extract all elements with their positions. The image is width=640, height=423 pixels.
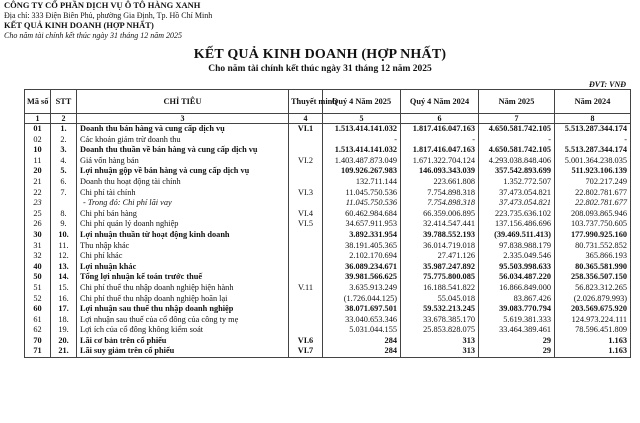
row-year-2024: 103.737.750.605 <box>555 219 631 230</box>
row-stt: 2. <box>51 135 77 146</box>
row-year-2024: 208.093.865.946 <box>555 209 631 220</box>
table-row <box>25 251 631 262</box>
row-item-label: Lợi ích của cổ đông không kiểm soát <box>77 325 289 336</box>
row-note <box>289 145 323 156</box>
table-row <box>25 145 631 156</box>
row-stt: 5. <box>51 166 77 177</box>
row-q4-2024: 39.788.552.193 <box>401 230 479 241</box>
row-q4-2024: 7.754.898.318 <box>401 198 479 209</box>
table-row <box>25 336 631 347</box>
column-number: 1 <box>25 114 51 124</box>
table-row <box>25 346 631 357</box>
row-year-2024: 1.163 <box>555 346 631 357</box>
row-stt <box>51 198 77 209</box>
row-year-2025: 223.735.636.102 <box>479 209 555 220</box>
row-item-label: Chi phí thuế thu nhập doanh nghiệp hiện hành <box>77 283 289 294</box>
table-row <box>25 166 631 177</box>
row-note <box>289 241 323 252</box>
row-code: 26 <box>25 219 51 230</box>
row-q4-2025: 11.045.750.536 <box>323 198 401 209</box>
table-row <box>25 198 631 209</box>
row-year-2025: 137.156.486.696 <box>479 219 555 230</box>
row-stt: 21. <box>51 346 77 357</box>
row-q4-2024: 16.188.541.822 <box>401 283 479 294</box>
row-year-2025: 1.352.772.507 <box>479 177 555 188</box>
column-number: 4 <box>289 114 323 124</box>
column-number: 7 <box>479 114 555 124</box>
row-q4-2024: 313 <box>401 346 479 357</box>
row-year-2025: 4.293.038.848.406 <box>479 156 555 167</box>
row-year-2025: 95.503.998.633 <box>479 262 555 273</box>
row-q4-2024: 27.471.126 <box>401 251 479 262</box>
row-year-2024: 177.990.925.160 <box>555 230 631 241</box>
table-row <box>25 135 631 146</box>
row-code: 30 <box>25 230 51 241</box>
row-year-2024: 203.569.675.920 <box>555 304 631 315</box>
row-q4-2025: (1.726.044.125) <box>323 294 401 305</box>
row-year-2024: 22.802.781.677 <box>555 188 631 199</box>
income-statement-table <box>24 89 631 358</box>
row-year-2024: 22.802.781.677 <box>555 198 631 209</box>
row-code: 02 <box>25 135 51 146</box>
row-item-label: Chi phí khác <box>77 251 289 262</box>
row-code: 22 <box>25 188 51 199</box>
row-year-2024: 5.001.364.238.035 <box>555 156 631 167</box>
row-stt: 8. <box>51 209 77 220</box>
row-q4-2024: 35.987.247.892 <box>401 262 479 273</box>
page-title: KẾT QUẢ KINH DOANH (HỢP NHẤT) <box>193 47 447 62</box>
row-item-label: Lợi nhuận thuần từ hoạt động kinh doanh <box>77 230 289 241</box>
row-q4-2024: 1.671.322.704.124 <box>401 156 479 167</box>
company-name: CÔNG TY CỔ PHẦN DỊCH VỤ Ô TÔ HÀNG XANH <box>4 0 201 10</box>
row-stt: 9. <box>51 219 77 230</box>
row-year-2024: - <box>555 135 631 146</box>
table-body <box>25 124 631 358</box>
row-year-2025: 37.473.054.821 <box>479 198 555 209</box>
table-row <box>25 124 631 135</box>
row-year-2024: 1.163 <box>555 336 631 347</box>
row-q4-2024: - <box>401 135 479 146</box>
row-q4-2025: 284 <box>323 346 401 357</box>
row-code: 61 <box>25 315 51 326</box>
row-q4-2025: 38.071.697.501 <box>323 304 401 315</box>
row-item-label: Thu nhập khác <box>77 241 289 252</box>
row-note: VI.1 <box>289 124 323 135</box>
header-note: Thuyết minh <box>289 90 323 114</box>
row-code: 10 <box>25 145 51 156</box>
table-row <box>25 241 631 252</box>
row-year-2024: 124.973.224.111 <box>555 315 631 326</box>
row-year-2025: 83.867.426 <box>479 294 555 305</box>
row-year-2025: 56.034.487.220 <box>479 272 555 283</box>
table-row <box>25 283 631 294</box>
row-year-2025: - <box>479 135 555 146</box>
row-q4-2025: 3.635.913.249 <box>323 283 401 294</box>
row-q4-2025: 2.102.170.694 <box>323 251 401 262</box>
row-item-label: - Trong đó: Chi phí lãi vay <box>77 198 289 209</box>
row-code: 31 <box>25 241 51 252</box>
row-q4-2025: 60.462.984.684 <box>323 209 401 220</box>
row-code: 11 <box>25 156 51 167</box>
row-item-label: Lợi nhuận sau thuế của cổ đông của công ty mẹ <box>77 315 289 326</box>
row-q4-2024: 1.817.416.047.163 <box>401 124 479 135</box>
row-q4-2025: 36.089.234.671 <box>323 262 401 273</box>
column-number: 6 <box>401 114 479 124</box>
currency-unit: ĐVT: VNĐ <box>589 80 626 89</box>
table-row <box>25 177 631 188</box>
row-item-label: Chi phí quản lý doanh nghiệp <box>77 219 289 230</box>
table-row <box>25 325 631 336</box>
row-item-label: Các khoản giảm trừ doanh thu <box>77 135 289 146</box>
header-year-2025: Năm 2025 <box>479 90 555 114</box>
row-note <box>289 262 323 273</box>
row-note <box>289 272 323 283</box>
row-code: 40 <box>25 262 51 273</box>
row-year-2024: 56.823.312.265 <box>555 283 631 294</box>
header-q4-2024: Quý 4 Năm 2024 <box>401 90 479 114</box>
row-note <box>289 251 323 262</box>
row-stt: 1. <box>51 124 77 135</box>
period-note: Cho năm tài chính kết thúc ngày 31 tháng 12 năm 2025 <box>4 31 182 40</box>
row-item-label: Lãi suy giảm trên cổ phiếu <box>77 346 289 357</box>
row-stt: 17. <box>51 304 77 315</box>
table-row <box>25 294 631 305</box>
row-code: 50 <box>25 272 51 283</box>
row-q4-2024: 75.775.800.085 <box>401 272 479 283</box>
row-year-2025: 2.335.049.546 <box>479 251 555 262</box>
row-item-label: Giá vốn hàng bán <box>77 156 289 167</box>
row-item-label: Doanh thu hoạt động tài chính <box>77 177 289 188</box>
table-header-row <box>25 90 631 114</box>
row-q4-2024: 66.359.006.895 <box>401 209 479 220</box>
row-item-label: Lợi nhuận sau thuế thu nhập doanh nghiệp <box>77 304 289 315</box>
header-q4-2025: Quý 4 Năm 2025 <box>323 90 401 114</box>
row-code: 52 <box>25 294 51 305</box>
row-code: 01 <box>25 124 51 135</box>
row-item-label: Lợi nhuận gộp về bán hàng và cung cấp dịch vụ <box>77 166 289 177</box>
row-q4-2025: 132.711.144 <box>323 177 401 188</box>
row-q4-2024: 313 <box>401 336 479 347</box>
table-row <box>25 209 631 220</box>
column-number: 3 <box>77 114 289 124</box>
row-stt: 4. <box>51 156 77 167</box>
row-year-2024: 511.923.106.139 <box>555 166 631 177</box>
row-code: 71 <box>25 346 51 357</box>
row-note <box>289 177 323 188</box>
header-stt: STT <box>51 90 77 114</box>
row-year-2024: 365.866.193 <box>555 251 631 262</box>
row-q4-2024: 7.754.898.318 <box>401 188 479 199</box>
row-q4-2025: 3.892.331.954 <box>323 230 401 241</box>
row-code: 62 <box>25 325 51 336</box>
row-stt: 10. <box>51 230 77 241</box>
row-q4-2024: 32.414.547.441 <box>401 219 479 230</box>
row-year-2025: 33.464.389.461 <box>479 325 555 336</box>
row-code: 51 <box>25 283 51 294</box>
row-code: 60 <box>25 304 51 315</box>
row-year-2025: 29 <box>479 346 555 357</box>
row-q4-2025: 1.513.414.141.032 <box>323 145 401 156</box>
row-note <box>289 304 323 315</box>
row-year-2024: 5.513.287.344.174 <box>555 145 631 156</box>
row-q4-2025: 5.031.044.155 <box>323 325 401 336</box>
row-q4-2025: 33.040.653.346 <box>323 315 401 326</box>
row-year-2025: 357.542.893.699 <box>479 166 555 177</box>
row-code: 23 <box>25 198 51 209</box>
row-stt: 19. <box>51 325 77 336</box>
row-stt: 18. <box>51 315 77 326</box>
row-note: V.11 <box>289 283 323 294</box>
row-year-2025: 4.650.581.742.105 <box>479 145 555 156</box>
row-q4-2025: 34.657.911.953 <box>323 219 401 230</box>
row-note <box>289 198 323 209</box>
row-year-2024: 258.356.507.150 <box>555 272 631 283</box>
row-item-label: Chi phí bán hàng <box>77 209 289 220</box>
row-code: 20 <box>25 166 51 177</box>
row-year-2025: 97.838.988.179 <box>479 241 555 252</box>
row-q4-2024: 146.093.343.039 <box>401 166 479 177</box>
row-note: VI.4 <box>289 209 323 220</box>
row-q4-2025: 1.403.487.873.049 <box>323 156 401 167</box>
row-q4-2024: 1.817.416.047.163 <box>401 145 479 156</box>
header-item: CHỈ TIÊU <box>77 90 289 114</box>
row-stt: 16. <box>51 294 77 305</box>
row-year-2025: 16.866.849.000 <box>479 283 555 294</box>
row-q4-2024: 223.661.808 <box>401 177 479 188</box>
company-address: Địa chỉ: 333 Điện Biên Phủ, phường Gia Định, Tp. Hồ Chí Minh <box>4 11 213 20</box>
row-stt: 7. <box>51 188 77 199</box>
row-note: VI.3 <box>289 188 323 199</box>
row-year-2025: (39.469.511.413) <box>479 230 555 241</box>
row-stt: 14. <box>51 272 77 283</box>
row-year-2025: 5.619.381.333 <box>479 315 555 326</box>
table-row <box>25 304 631 315</box>
row-stt: 13. <box>51 262 77 273</box>
row-year-2025: 29 <box>479 336 555 347</box>
row-year-2025: 4.650.581.742.105 <box>479 124 555 135</box>
row-q4-2024: 59.532.213.245 <box>401 304 479 315</box>
row-note: VI.6 <box>289 336 323 347</box>
row-code: 32 <box>25 251 51 262</box>
row-q4-2024: 33.678.385.170 <box>401 315 479 326</box>
row-stt: 15. <box>51 283 77 294</box>
row-item-label: Doanh thu bán hàng và cung cấp dịch vụ <box>77 124 289 135</box>
row-q4-2024: 25.853.828.075 <box>401 325 479 336</box>
row-year-2024: 702.217.249 <box>555 177 631 188</box>
row-note: VI.7 <box>289 346 323 357</box>
row-year-2024: 5.513.287.344.174 <box>555 124 631 135</box>
row-q4-2025: 11.045.750.536 <box>323 188 401 199</box>
row-stt: 11. <box>51 241 77 252</box>
column-number-row <box>25 114 631 124</box>
row-stt: 12. <box>51 251 77 262</box>
row-note <box>289 135 323 146</box>
row-note <box>289 166 323 177</box>
row-year-2024: 80.365.581.990 <box>555 262 631 273</box>
column-number: 2 <box>51 114 77 124</box>
row-stt: 20. <box>51 336 77 347</box>
row-q4-2025: 38.191.405.365 <box>323 241 401 252</box>
row-stt: 6. <box>51 177 77 188</box>
row-note <box>289 325 323 336</box>
header-year-2024: Năm 2024 <box>555 90 631 114</box>
table-row <box>25 156 631 167</box>
row-year-2024: (2.026.879.993) <box>555 294 631 305</box>
row-note: VI.2 <box>289 156 323 167</box>
row-stt: 3. <box>51 145 77 156</box>
row-year-2024: 80.731.552.852 <box>555 241 631 252</box>
row-item-label: Tổng lợi nhuận kế toán trước thuế <box>77 272 289 283</box>
row-item-label: Doanh thu thuần về bán hàng và cung cấp dịch vụ <box>77 145 289 156</box>
row-item-label: Chi phí thuế thu nhập doanh nghiệp hoãn lại <box>77 294 289 305</box>
row-year-2025: 37.473.054.821 <box>479 188 555 199</box>
row-code: 21 <box>25 177 51 188</box>
row-q4-2024: 55.045.018 <box>401 294 479 305</box>
header-code: Mã số <box>25 90 51 114</box>
row-item-label: Lãi cơ bản trên cổ phiếu <box>77 336 289 347</box>
row-note <box>289 315 323 326</box>
row-q4-2024: 36.014.719.018 <box>401 241 479 252</box>
row-code: 25 <box>25 209 51 220</box>
table-row <box>25 262 631 273</box>
row-q4-2025: 284 <box>323 336 401 347</box>
row-q4-2025: 109.926.267.983 <box>323 166 401 177</box>
row-q4-2025: 1.513.414.141.032 <box>323 124 401 135</box>
row-note <box>289 294 323 305</box>
row-item-label: Lợi nhuận khác <box>77 262 289 273</box>
table-row <box>25 230 631 241</box>
row-note: VI.5 <box>289 219 323 230</box>
row-q4-2025: - <box>323 135 401 146</box>
row-item-label: Chi phí tài chính <box>77 188 289 199</box>
row-year-2025: 39.083.770.794 <box>479 304 555 315</box>
report-label: KẾT QUẢ KINH DOANH (HỢP NHẤT) <box>4 20 154 30</box>
page-subtitle: Cho năm tài chính kết thúc ngày 31 tháng 12 năm 2025 <box>208 64 432 74</box>
table-row <box>25 272 631 283</box>
row-note <box>289 230 323 241</box>
column-number: 8 <box>555 114 631 124</box>
row-q4-2025: 39.981.566.625 <box>323 272 401 283</box>
table-row <box>25 219 631 230</box>
table-row <box>25 315 631 326</box>
column-number: 5 <box>323 114 401 124</box>
row-year-2024: 78.596.451.809 <box>555 325 631 336</box>
table-row <box>25 188 631 199</box>
row-code: 70 <box>25 336 51 347</box>
